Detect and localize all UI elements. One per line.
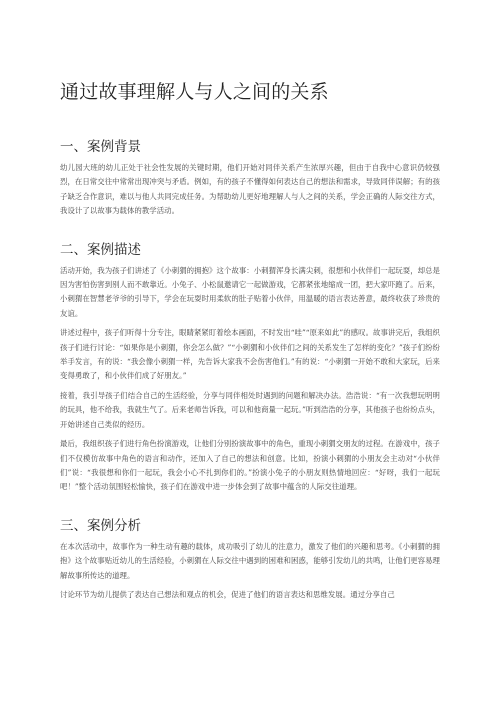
section-heading: 二、案例描述 <box>60 241 141 258</box>
paragraph: 讨论环节为幼儿提供了表达自己想法和观点的机会，促进了他们的语言表达和思维发展。通过分享自己 <box>60 589 395 599</box>
page-title: 通过故事理解人与人之间的关系 <box>60 81 329 103</box>
section-heading: 三、案例分析 <box>60 517 141 534</box>
section-analysis <box>60 514 440 603</box>
section-heading: 一、案例背景 <box>60 139 141 155</box>
paragraph: 活动开始，我为孩子们讲述了《小刺猬的拥抱》这个故事：小刺猬浑身长满尖刺，很想和小伙伴们一起玩耍，却总是因为害怕伤害到别人而不敢靠近。小兔子、小松鼠邀请它一起做游戏，它都紧张地缩成一团，把大家吓跑了。后来，小刺猬在智慧老爷爷的引导下，学会在玩耍时用柔软的肚子贴着小伙伴，用温暖的语言表达善意，最终收获了珍贵的友谊。 <box>60 265 440 318</box>
paragraph: 接着，我引导孩子们结合自己的生活经验，分享与同伴相处时遇到的问题和解决办法。浩浩说：“有一次我想玩明明的玩具，他不给我，我就生气了。后来老师告诉我，可以和他商量一起玩。”听到浩浩的分享，其他孩子也纷纷点头，开始讲述自己类似的经历。 <box>60 390 440 429</box>
section-background <box>60 135 440 219</box>
paragraph: 最后，我组织孩子们进行角色扮演游戏，让他们分别扮演故事中的角色，重现小刺猬交朋友的过程。在游戏中，孩子们不仅模仿故事中角色的语言和动作，还加入了自己的想法和创意。比如，扮演小刺猬的小朋友会主动对“小伙伴们”说：“我很想和你们一起玩，我会小心不扎到你们的。”扮演小兔子的小朋友则热情地回应：“好呀，我们一起玩吧！”整个活动氛围轻松愉快，孩子们在游戏中进一步体会到了故事中蕴含的人际交往道理。 <box>60 439 440 492</box>
paragraph: 讲述过程中，孩子们听得十分专注，眼睛紧紧盯着绘本画面，不时发出“哇”“原来如此”的感叹。故事讲完后，我组织孩子们进行讨论：“如果你是小刺猬，你会怎么做？”“小刺猬和小伙伴们之间的关系发生了怎样的变化？”孩子们纷纷举手发言，有的说：“我会像小刺猬一样，先告诉大家我不会伤害他们。”有的说：“小刺猬一开始不敢和大家玩，后来变得勇敢了，和小伙伴们成了好朋友。” <box>60 328 440 381</box>
paragraph: 幼儿园大班的幼儿正处于社会性发展的关键时期，他们开始对同伴关系产生浓厚兴趣，但由于自我中心意识仍较强烈，在日常交往中常常出现冲突与矛盾。例如，有的孩子不懂得如何表达自己的想法和需求，导致同伴误解；有的孩子缺乏合作意识，难以与他人共同完成任务。为帮助幼儿更好地理解人与人之间的关系，学会正确的人际交往方式，我设计了以故事为载体的教学活动。 <box>60 163 440 216</box>
paragraph: 在本次活动中，故事作为一种生动有趣的载体，成功吸引了幼儿的注意力，激发了他们的兴趣和思考。《小刺猬的拥抱》这个故事贴近幼儿的生活经验，小刺猬在人际交往中遇到的困难和困惑，能够引发幼儿的共鸣，让他们更容易理解故事所传达的道理。 <box>60 541 440 580</box>
section-description <box>60 238 440 495</box>
document-body <box>60 135 440 607</box>
